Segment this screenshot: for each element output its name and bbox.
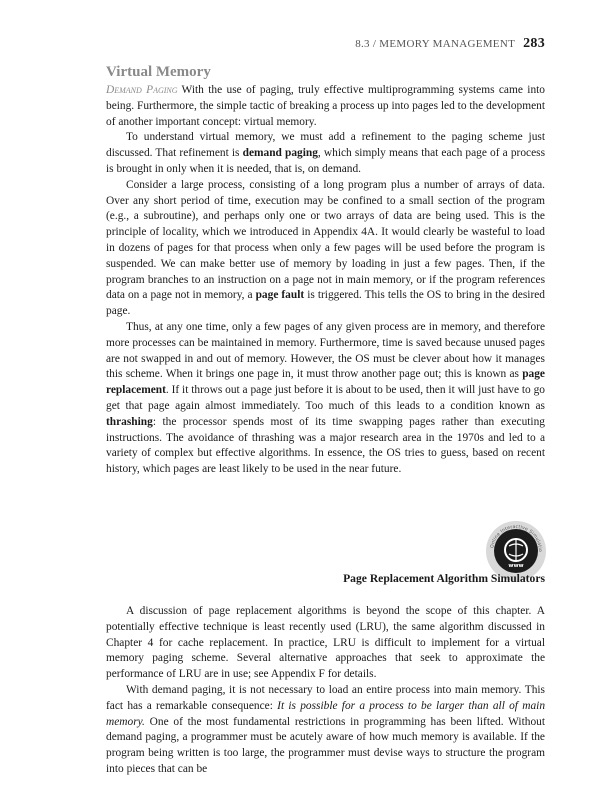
page-number: 283 — [523, 36, 545, 51]
section-label: 8.3 / MEMORY MANAGEMENT — [355, 38, 516, 50]
paragraph-text: A discussion of page replacement algorithms is beyond the scope of this chapter. A potentially effective technique is least recently used (LRU), the same algorithm discussed in Chapter 4 for cache replacement. In practice, LRU is difficult to implement for a virtual memory paging scheme. Several alternative approaches that seek to approximate the performance of LRU are in use; see Appendix F for details. — [106, 605, 545, 681]
body-text-lower — [106, 604, 545, 778]
paragraph-text: Thus, at any one time, only a few pages of any given process are in memory, and therefore more processes can be maintained in memory. Furthermore, time is saved because unused pages are not swapped in and out of memory. However, the OS must be clever about how it manages this scheme. When it brings one page in, it must throw another page out; this is known as — [106, 320, 545, 381]
paragraph-text: Consider a large process, consisting of a long program plus a number of arrays of data. Over any short period of time, execution may be confined to a small section of the program (e.g., a subroutine), and perhaps only one or two arrays of data are being used. This is the principle of locality, which we introduced in Appendix 4A. It would clearly be wasteful to load in dozens of pages for that process when only a few pages will be used before the program is suspended. We can make better use of memory by loading in just a few pages. Then, if the program branches to an instruction on a page not in main memory, or if the program references data on a page not in memory, a — [106, 178, 545, 302]
badge-text: Online Interactive Simulatio — [490, 524, 543, 553]
emphasized-statement: It is possible for a process to be larger than all of main memory. — [106, 699, 546, 728]
term-page-fault: page fault — [255, 289, 305, 302]
paragraph-demand-paging — [106, 83, 545, 130]
runin-heading: Demand Paging — [106, 84, 178, 96]
paragraph-text: One of the most fundamental restrictions in programming has been lifted. Without demand paging, a programmer must be acutely aware of how much memory is available. If the program being written is too large, the programmer must devise ways to structure the program into pieces that can be — [106, 715, 545, 775]
paragraph-large-process — [106, 178, 545, 320]
paragraph-text: With demand paging, it is not necessary to load an entire process into main memory. This fact has a remarkable consequence: — [106, 683, 545, 712]
paragraph-virtual-memory-consequence — [106, 683, 545, 778]
term-thrashing: thrashing — [106, 415, 153, 428]
term-demand-paging: demand paging — [242, 147, 318, 160]
paragraph-refinement — [106, 130, 545, 177]
paragraph-text: is triggered. This tells the OS to bring in the desired page. — [106, 289, 545, 318]
running-header — [355, 36, 545, 52]
paragraph-lru — [106, 604, 545, 683]
paragraph-text: , which simply means that each page of a process is brought in only when it is needed, that is, on demand. — [106, 147, 546, 175]
paragraph-text: : the processor spends most of its time swapping pages rather than executing instructions. The avoidance of thrashing was a major research area in the 1970s and led to a variety of complex but effective algorithms. In essence, the OS tries to guess, based on recent history, which pages are least likely to be used in the near future. — [106, 415, 545, 476]
paragraph-thrashing — [106, 320, 545, 478]
paragraph-text: To understand virtual memory, we must add a refinement to the paging scheme just discussed. That refinement is — [106, 131, 545, 160]
paragraph-text: . If it throws out a page just before it is about to be used, then it will just have to go get that page again almost immediately. Too much of this leads to a condition known as — [106, 384, 545, 412]
term-page-replacement: page replacement — [106, 368, 545, 397]
badge-logo-text: www — [508, 563, 524, 569]
section-title: Virtual Memory — [106, 64, 211, 80]
paragraph-text: With the use of paging, truly effective multiprogramming systems came into being. Furthermore, the simple tactic of breaking a process up into pages led to the development of another important concept: virtual memory. — [106, 84, 545, 128]
body-text-upper — [106, 83, 545, 478]
simulator-caption: Page Replacement Algorithm Simulators — [343, 572, 545, 585]
